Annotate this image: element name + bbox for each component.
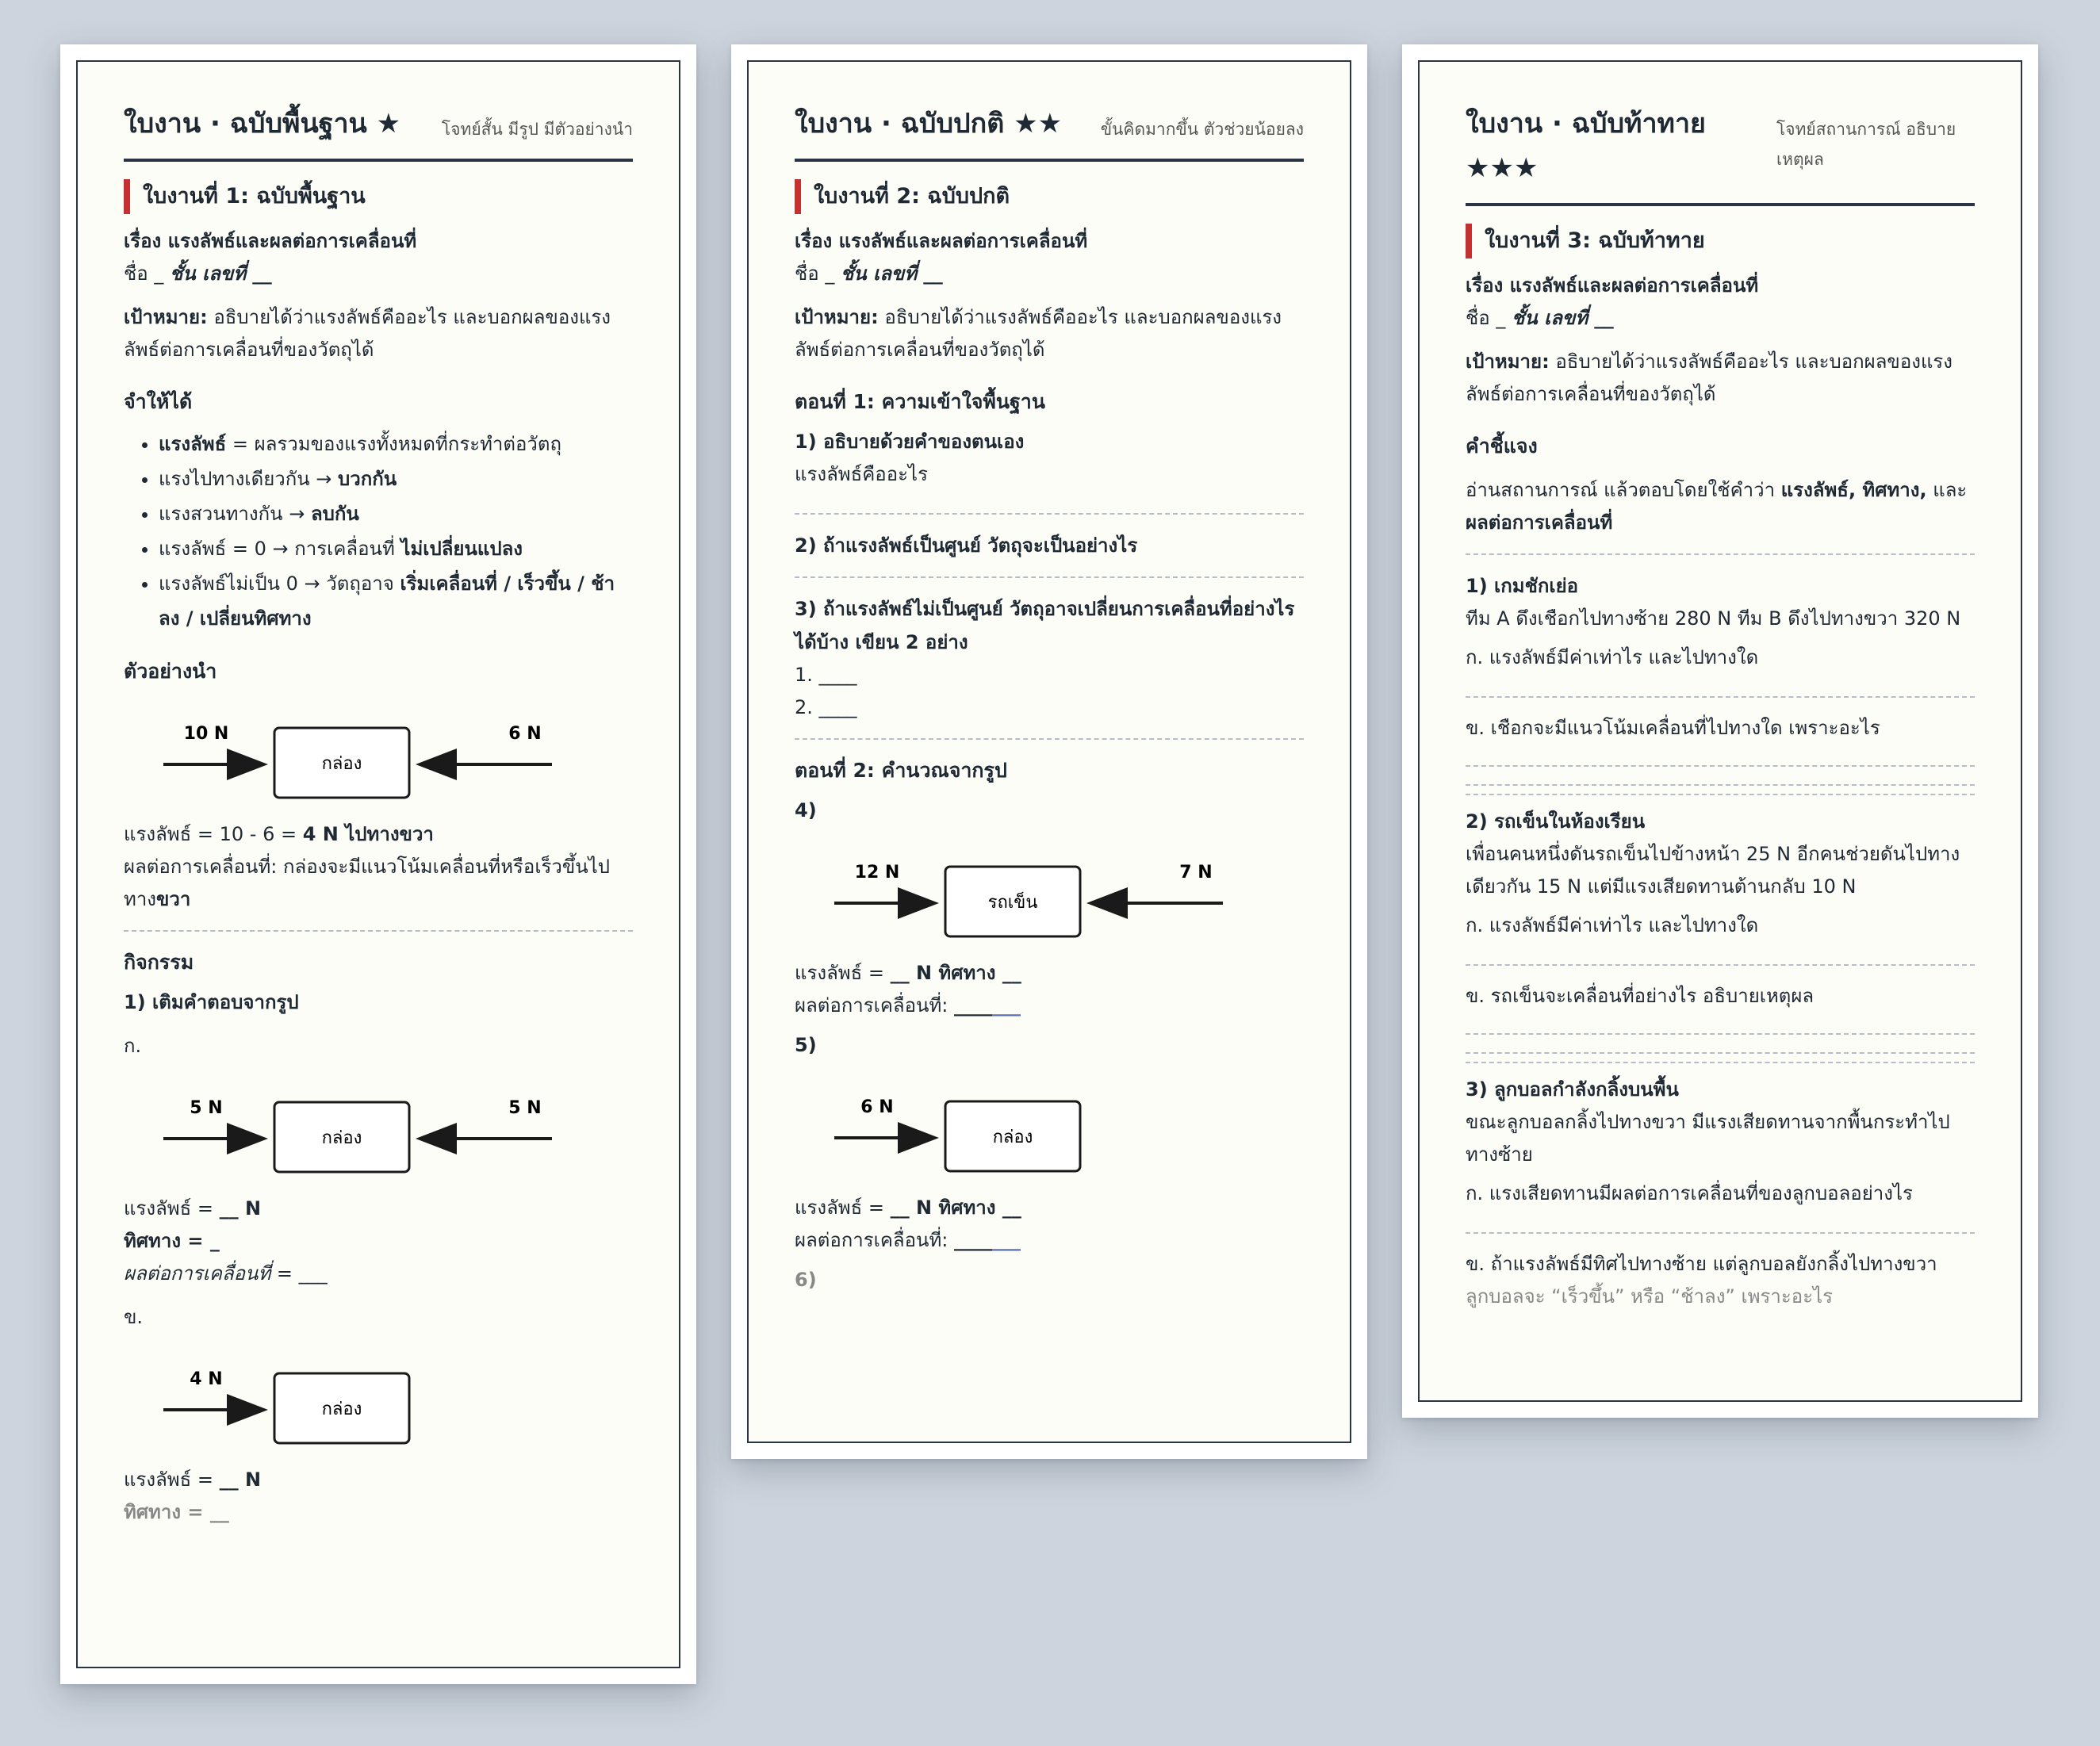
answer-line <box>1466 696 1975 698</box>
answer-line <box>1466 1062 1975 1063</box>
question-5: 5) <box>795 1034 817 1056</box>
question-1-text: ทีม A ดึงเชือกไปทางซ้าย 280 N ทีม B ดึงไปทางขวา 320 N <box>1466 607 1961 630</box>
example-effect: ผลต่อการเคลื่อนที่: กล่องจะมีแนวโน้มเคลื่อนที่หรือเร็วขึ้นไปทางขวา <box>124 856 611 910</box>
answer-line <box>1466 765 1975 767</box>
answer-line <box>1466 1033 1975 1035</box>
answer-line <box>1466 964 1975 966</box>
left-arrowhead <box>898 887 939 919</box>
goal: เป้าหมาย: อธิบายได้ว่าแรงลัพธ์คืออะไร และบอกผลของแรงลัพธ์ต่อการเคลื่อนที่ของวัตถุได้ <box>795 306 1282 361</box>
example-force-diagram <box>124 704 631 807</box>
question-1-text: แรงลัพธ์คืออะไร <box>795 463 928 485</box>
right-force-label: 7 N <box>1179 863 1213 883</box>
question-2a: ก. แรงลัพธ์มีค่าเท่าไร และไปทางใด <box>1466 914 1759 936</box>
sheet-title-group <box>1466 101 1706 190</box>
question-3b-continued: ลูกบอลจะ “เร็วขึ้น” หรือ “ช้าลง” เพราะอะไร <box>1466 1285 1834 1308</box>
remember-heading: จำให้ได้ <box>124 390 193 413</box>
force-diagram-4 <box>795 843 1302 946</box>
answer-effect: ผลต่อการเคลื่อนที่: _______ <box>795 994 1021 1017</box>
goal-text: อธิบายได้ว่าแรงลัพธ์คืออะไร และบอกผลของแรงลัพธ์ต่อการเคลื่อนที่ของวัตถุได้ <box>124 306 611 361</box>
question-2: 2) รถเข็นในห้องเรียน <box>1466 810 1646 833</box>
answer-net-force: แรงลัพธ์ = __ N ทิศทาง __ <box>795 1197 1021 1219</box>
question-1a: ก. แรงลัพธ์มีค่าเท่าไร และไปทางใด <box>1466 646 1759 668</box>
question-3b: ข. ถ้าแรงลัพธ์มีทิศไปทางซ้าย แต่ลูกบอลยังกลิ้งไปทางขวา <box>1466 1253 1937 1275</box>
box-label: กล่อง <box>992 1128 1033 1147</box>
worksheet-challenge <box>1402 44 2038 1418</box>
name-line: ชื่อ _ ชั้น เลขที่ __ <box>795 262 943 285</box>
name-line: ชื่อ _ ชั้น เลขที่ __ <box>1466 307 1614 329</box>
answer-net-force: แรงลัพธ์ = __ N <box>124 1468 262 1491</box>
left-force-label: 6 N <box>860 1097 894 1117</box>
question-3-text: ขณะลูกบอลกลิ้งไปทางขวา มีแรงเสียดทานจากพื้นกระทำไปทางซ้าย <box>1466 1111 1950 1166</box>
goal: เป้าหมาย: อธิบายได้ว่าแรงลัพธ์คืออะไร และบอกผลของแรงลัพธ์ต่อการเคลื่อนที่ของวัตถุได้ <box>1466 350 1953 405</box>
sheet-header <box>124 101 633 162</box>
sheet-title: ใบงาน · ฉบับปกติ ★★ <box>795 108 1063 140</box>
answer-line <box>1466 1052 1975 1054</box>
divider <box>1466 553 1975 555</box>
sheet-subtitle: โจทย์สถานการณ์ อธิบายเหตุผล <box>1776 120 1956 169</box>
question-3: 3) ลูกบอลกำลังกลิ้งบนพื้น <box>1466 1078 1679 1101</box>
question-3a: ก. แรงเสียดทานมีผลต่อการเคลื่อนที่ของลูกบอลอย่างไร <box>1466 1182 1913 1204</box>
instructions-text: อ่านสถานการณ์ แล้วตอบโดยใช้คำว่า แรงลัพธ์, ทิศทาง, และ ผลต่อการเคลื่อนที่ <box>1466 479 1968 534</box>
sheet-subtitle: ขั้นคิดมากขึ้น ตัวช่วยน้อยลง <box>1100 120 1304 139</box>
left-arrowhead <box>227 749 268 780</box>
list-item: • แรงลัพธ์ไม่เป็น 0 → วัตถุอาจ เริ่มเคลื่อนที่ / เร็วขึ้น / ช้าลง / เปลี่ยนทิศทาง <box>159 566 633 636</box>
goal <box>124 301 633 366</box>
question-2b: ข. รถเข็นจะเคลื่อนที่อย่างไร อธิบายเหตุผล <box>1466 985 1815 1007</box>
list-item: • แรงลัพธ์ = 0 → การเคลื่อนที่ ไม่เปลี่ยนแปลง <box>159 531 633 566</box>
part-2-heading: ตอนที่ 2: คำนวณจากรูป <box>795 759 1007 782</box>
section-title: ใบงานที่ 1: ฉบับพื้นฐาน <box>124 179 633 214</box>
question-1: 1) อธิบายด้วยคำของตนเอง <box>795 431 1025 453</box>
left-arrowhead <box>227 1394 268 1426</box>
sheet-header <box>795 101 1304 162</box>
list-item: • แรงลัพธ์ = ผลรวมของแรงทั้งหมดที่กระทำต่อวัตถุ <box>159 427 633 461</box>
question-4: 4) <box>795 799 817 821</box>
answer-effect: ผลต่อการเคลื่อนที่: _______ <box>795 1229 1021 1251</box>
right-force-label: 6 N <box>508 724 542 744</box>
left-force-label: 12 N <box>854 863 900 883</box>
answer-line <box>1466 794 1975 795</box>
topic: เรื่อง แรงลัพธ์และผลต่อการเคลื่อนที่ <box>1466 274 1759 297</box>
question-1a-label: ก. <box>124 1035 142 1057</box>
answer-line <box>1466 1232 1975 1234</box>
class-number-field: ชั้น เลขที่ __ <box>1511 307 1614 329</box>
topic: เรื่อง แรงลัพธ์และผลต่อการเคลื่อนที่ <box>124 230 417 252</box>
left-arrowhead <box>227 1123 268 1154</box>
answer-direction: ทิศทาง = __ <box>124 1501 229 1523</box>
right-arrowhead <box>416 749 457 780</box>
box-label: กล่อง <box>321 1128 362 1148</box>
goal-label: เป้าหมาย: <box>124 306 208 328</box>
class-number-field: ชั้น เลขที่ __ <box>840 262 943 285</box>
list-item: • แรงไปทางเดียวกัน → บวกกัน <box>159 461 633 496</box>
worksheet-normal-frame <box>747 60 1351 1443</box>
worksheet-basic-frame <box>76 60 680 1668</box>
worksheet-basic <box>60 44 696 1684</box>
sheet-subtitle: โจทย์สั้น มีรูป มีตัวอย่างนำ <box>441 120 633 139</box>
question-1b: ข. เชือกจะมีแนวโน้มเคลื่อนที่ไปทางใด เพราะอะไร <box>1466 717 1880 739</box>
question-3: 3) ถ้าแรงลัพธ์ไม่เป็นศูนย์ วัตถุอาจเปลี่ยนการเคลื่อนที่อย่างไรได้บ้าง เขียน 2 อย่าง <box>795 598 1295 653</box>
box-label: กล่อง <box>321 754 362 774</box>
part-1-heading: ตอนที่ 1: ความเข้าใจพื้นฐาน <box>795 390 1045 413</box>
box-label: กล่อง <box>321 1399 362 1419</box>
remember-list <box>124 427 633 636</box>
answer-direction: ทิศทาง = _ <box>124 1230 220 1252</box>
list-item: • แรงสวนทางกัน → ลบกัน <box>159 496 633 531</box>
question-2: 2) ถ้าแรงลัพธ์เป็นศูนย์ วัตถุจะเป็นอย่างไร <box>795 534 1138 557</box>
sheet-header <box>1466 101 1975 206</box>
answer-blank-2: 2. ____ <box>795 696 857 718</box>
answer-line <box>795 576 1304 578</box>
force-diagram-1a <box>124 1078 631 1181</box>
cart-label: รถเข็น <box>987 893 1038 913</box>
answer-line <box>795 513 1304 515</box>
left-arrowhead <box>898 1122 939 1154</box>
example-result: แรงลัพธ์ = 10 - 6 = 4 N ไปทางขวา <box>124 823 434 845</box>
answer-line <box>1466 784 1975 786</box>
name-line <box>124 258 633 290</box>
question-1: 1) เกมชักเย่อ <box>1466 575 1579 597</box>
difficulty-stars: ★★★ <box>1466 152 1539 184</box>
right-force-label: 5 N <box>508 1098 542 1118</box>
name-prefix: ชื่อ _ <box>124 262 170 285</box>
right-arrowhead <box>1086 887 1128 919</box>
force-diagram-1b <box>124 1350 631 1453</box>
divider <box>795 738 1304 740</box>
activity-heading: กิจกรรม <box>124 951 194 974</box>
section-title: ใบงานที่ 2: ฉบับปกติ <box>795 179 1304 214</box>
left-force-label: 4 N <box>190 1369 223 1389</box>
section-title: ใบงานที่ 3: ฉบับท้าทาย <box>1466 224 1975 258</box>
left-force-label: 10 N <box>183 724 229 744</box>
class-number-field: ชั้น เลขที่ __ <box>169 262 272 285</box>
force-diagram-5 <box>795 1078 1302 1181</box>
example-heading: ตัวอย่างนำ <box>124 660 217 683</box>
sheet-title: ใบงาน · ฉบับท้าทาย <box>1466 108 1706 140</box>
divider <box>124 930 633 932</box>
answer-net-force: แรงลัพธ์ = __ N ทิศทาง __ <box>795 962 1021 984</box>
left-force-label: 5 N <box>190 1098 223 1118</box>
question-2-text: เพื่อนคนหนึ่งดันรถเข็นไปข้างหน้า 25 N อีกคนช่วยดันไปทางเดียวกัน 15 N แต่มีแรงเสียดทานต้านกลับ 10 N <box>1466 843 1960 898</box>
topic: เรื่อง แรงลัพธ์และผลต่อการเคลื่อนที่ <box>795 230 1088 252</box>
question-1b-label: ข. <box>124 1306 144 1328</box>
sheet-title: ใบงาน · ฉบับพื้นฐาน ★ <box>124 108 401 140</box>
worksheet-challenge-frame <box>1418 60 2022 1402</box>
answer-blank-1: 1. ____ <box>795 664 857 686</box>
right-arrowhead <box>416 1123 457 1154</box>
question-1: 1) เติมคำตอบจากรูป <box>124 991 299 1013</box>
answer-net-force: แรงลัพธ์ = __ N <box>124 1197 262 1220</box>
worksheet-normal <box>731 44 1367 1459</box>
instructions-heading: คำชี้แจง <box>1466 435 1538 458</box>
question-6: 6) <box>795 1269 817 1291</box>
answer-effect: ผลต่อการเคลื่อนที่ = ___ <box>124 1262 328 1285</box>
